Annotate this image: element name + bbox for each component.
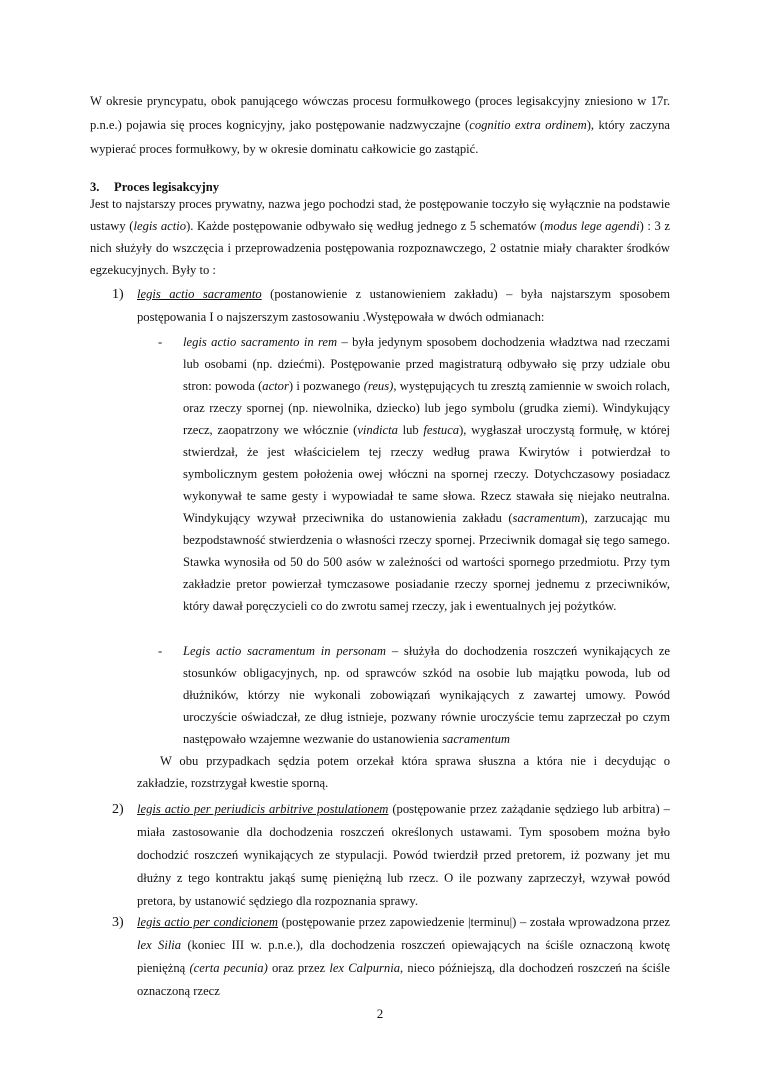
section-title: Proces legisakcyjny [114,180,220,194]
dash-marker: - [158,335,163,349]
intro-line: W okresie pryncypatu, obok panującego wówczas procesu formułkowego (proces legisakcyjny zniesiono w 17r. [90,94,670,108]
item-term: legis actio sacramento [137,287,262,301]
intro-paragraph [90,89,670,161]
intro-line: p.n.e.) pojawia się proces kognicyjny, jako postępowanie nadzwyczajne (cognitio extra ordinem), który zaczyna [90,118,670,132]
item-term: legis actio per condicionem [137,915,278,929]
list-item-text: legis actio sacramento (postanowienie z ustanowieniem zakładu) – była najstarszym sposobem postępowania I o najszerszym zastosowaniu .Występowała w dwóch odmianach: [137,287,670,324]
list-marker: 1) [112,287,124,302]
list-item-text: legis actio per condicionem (postępowanie przez zapowiedzenie |terminu|) – została wprowadzona przez lex Silia (koniec III w. p.n.e.), dla dochodzenia roszczeń opiewających na ściśle oznaczoną kwotę pieniężną (certa pecunia) oraz przez lex Calpurnia, nieco późniejszą, dla dochodzeń roszczeń na ściśle oznaczoną rzecz [137,915,671,998]
item-term: legis actio per periudicis arbitrive postulationem [137,802,389,816]
list-marker: 2) [112,802,124,817]
intro-line: wypierać proces formułkowy, by w okresie dominatu całkowicie go zastąpić. [90,142,479,156]
section-number: 3. [90,180,100,194]
page-number: 2 [376,1006,384,1021]
both-cases-line: zakładzie, rozstrzygał kwestie sporną. [137,776,329,790]
both-cases-line: W obu przypadkach sędzia potem orzekał która sprawa słuszna a która nie i decydując o [160,754,670,768]
section-body: Jest to najstarszy proces prywatny, nazwa jego pochodzi stad, że postępowanie toczyło się wyłącznie na podstawie ustawy (legis actio). Każde postępowanie odbywało się według jednego z 5 schematów (modus lege agendi) : 3 z nich służyły do wszczęcia i przeprowadzenia postępowania rozpoznawczego, 2 ostatnie miały charakter środków egzekucyjnych. Były to : [90,197,670,277]
italic-term: cognitio extra ordinem [469,118,587,132]
list-marker: 3) [112,915,124,930]
sub-item-text: legis actio sacramento in rem – była jedynym sposobem dochodzenia władztwa nad rzeczami lub osobami (np. dziećmi). Postępowanie przed magistraturą odbywało się przy udziale obu stron: powoda (actor) i pozwanego (reus), występujących tu zresztą zamiennie w swoich rolach, oraz rzeczy spornej (np. niewolnika, dziecko) lub jego symbolu (grudka ziemi). Windykujący rzecz, zaopatrzony we włócznie (vindicta lub festuca), wygłaszał uroczystą formułę, w której stwierdzał, że jest właścicielem tej rzeczy według prawa Kwirytów i potwierdzał to symbolicznym gestem położenia owej włóczni na spornej rzeczy. Dotychczasowy posiadacz wykonywał te same gesty i wypowiadał te same słowa. Rzecz stawała się niejako neutralna. Windykujący wzywał przeciwnika do ustanowienia zakładu (sacramentum), zarzucając mu bezpodstawność stwierdzenia o własności rzeczy spornej. Przeciwnik domagał się tego samego. Stawka wynosiła od 50 do 500 asów w zależności od wartości spornego przedmiotu. Przy tym zakładzie pretor powierzał tymczasowe posiadanie rzeczy spornej jednemu z przeciwników, który dawał poręczycieli co do zwrotu samej rzeczy, jak i ewentualnych jej pożytków. [183,335,670,613]
list-item-text: legis actio per periudicis arbitrive postulationem (postępowanie przez zażądanie sędziego lub arbitra) – miała zastosowanie dla dochodzenia roszczeń określonych ustawami. Tym sposobem można było dochodzić roszczeń wynikających ze stypulacji. Powód twierdził przed pretorem, iż pozwany jet mu dłużny z tego kontraktu jakąś sumę pieniężną lub rzecz. O ile pozwany zaprzeczył, wzywał powód pretora, by ustanowić sędziego dla rozpoznania sprawy. [137,802,670,908]
dash-marker: - [158,644,163,658]
sub-item-text: Legis actio sacramentum in personam – służyła do dochodzenia roszczeń wynikających ze stosunków obligacyjnych, np. od sprawców szkód na osobie lub majątku powoda, lub od dłużników, którzy nie wykonali zobowiązań wynikających z zawartej umowy. Powód uroczyście oświadczał, ze dług istnieje, pozwany równie uroczyście temu zaprzeczał po czym następowało wzajemne wezwanie do ustanowienia sacramentum [183,644,670,746]
